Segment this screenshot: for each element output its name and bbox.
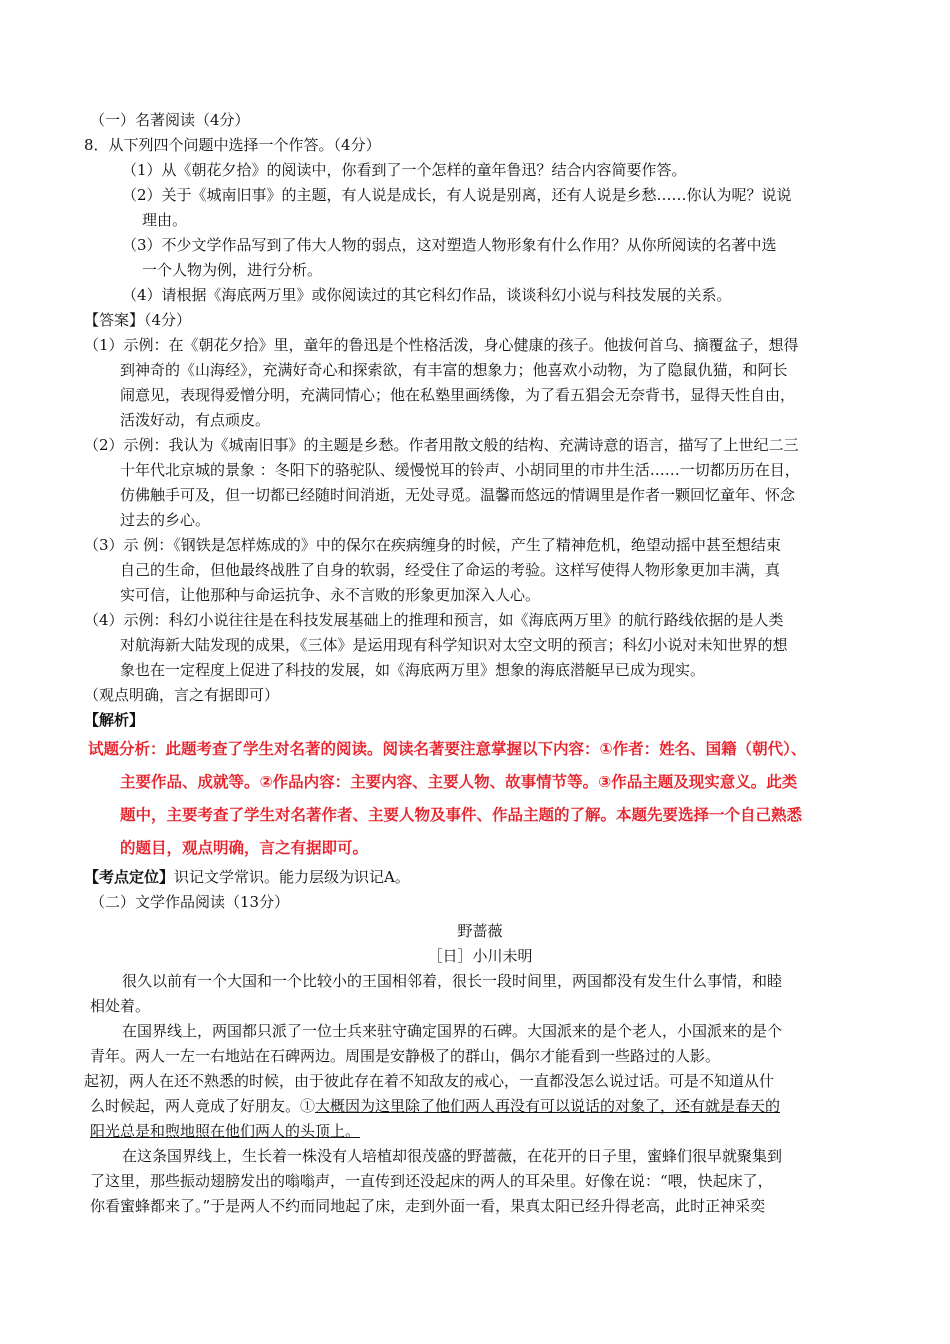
story-author: ［日］小川未明 xyxy=(427,947,533,965)
story-p4-line1: 在这条国界线上，生长着一株没有人培植却很茂盛的野蔷薇，在花开的日子里，蜜蜂们很早就聚集到 xyxy=(122,1147,783,1165)
option-1: （1）从《朝花夕拾》的阅读中，你看到了一个怎样的童年鲁迅？结合内容简要作答。 xyxy=(122,161,687,179)
answer-1-line3: 闹意见，表现得爱憎分明，充满同情心；他在私塾里画绣像，为了看五猖会无奈背书，显得天性自由， xyxy=(120,386,796,404)
underlined-sentence-cont: 阳光总是和煦地照在他们两人的头顶上。 xyxy=(90,1122,361,1140)
answer-2: （2）示例：我认为《城南旧事》的主题是乡愁。作者用散文般的结构、充满诗意的语言，描写了上世纪二三 xyxy=(84,436,799,454)
analysis-line-2: 主要作品、成就等。②作品内容：主要内容、主要人物、故事情节等。③作品主题及现实意义。此类 xyxy=(120,773,798,791)
option-4: （4）请根据《海底两万里》或你阅读过的其它科幻作品，谈谈科幻小说与科技发展的关系。 xyxy=(122,286,732,304)
story-title: 野蔷薇 xyxy=(457,922,503,940)
analysis-label: 【解析】 xyxy=(84,711,145,729)
story-p4-line2: 了这里，那些振动翅膀发出的嗡嗡声，一直传到还没起床的两人的耳朵里。好像在说：“喂，快起床了， xyxy=(90,1172,773,1190)
answer-3-line2: 自己的生命，但他最终战胜了自身的软弱，经受住了命运的考验。这样写使得人物形象更加丰满，真 xyxy=(120,561,781,579)
option-2: （2）关于《城南旧事》的主题，有人说是成长，有人说是别离，还有人说是乡愁……你认为呢？说说 xyxy=(122,186,792,204)
answer-2-line4: 过去的乡心。 xyxy=(120,511,211,529)
answer-1-line4: 活泼好动，有点顽皮。 xyxy=(120,411,271,429)
story-p1-line1: 很久以前有一个大国和一个比较小的王国相邻着，很长一段时间里，两国都没有发生什么事情，和睦 xyxy=(122,972,783,990)
story-p3-line3 xyxy=(90,1119,870,1144)
kaodian-text: 识记文学常识。能力层级为识记A。 xyxy=(174,868,410,886)
kaodian xyxy=(84,865,870,890)
answer-4-line2: 对航海新大陆发现的成果，《三体》是运用现有科学知识对太空文明的预言；科幻小说对未知世界的想 xyxy=(120,636,788,654)
underlined-sentence: 大概因为这里除了他们两人再没有可以说话的对象了，还有就是春天的 xyxy=(315,1097,781,1115)
story-p1-line2: 相处着。 xyxy=(90,997,151,1015)
answer-note: （观点明确，言之有据即可） xyxy=(84,686,280,704)
answer-4: （4）示例：科幻小说往往是在科技发展基础上的推理和预言，如《海底两万里》的航行路线依据的是人类 xyxy=(84,611,784,629)
answer-3: （3）示 例：《钢铁是怎样炼成的》中的保尔在疾病缠身的时候，产生了精神危机，绝望动摇中甚至想结束 xyxy=(84,536,781,554)
story-p3-line2 xyxy=(90,1094,870,1119)
analysis-line-3: 题中，主要考查了学生对名著作者、主要人物及事件、作品主题的了解。本题先要选择一个自己熟悉 xyxy=(120,806,803,824)
story-p2-line2: 青年。两人一左一右地站在石碑两边。周围是安静极了的群山，偶尔才能看到一些路过的人影。 xyxy=(90,1047,721,1065)
option-2-cont: 理由。 xyxy=(142,211,188,229)
analysis-line-4: 的题目，观点明确，言之有据即可。 xyxy=(120,839,369,857)
option-3: （3）不少文学作品写到了伟大人物的弱点，这对塑造人物形象有什么作用？从你所阅读的名著中选 xyxy=(122,236,777,254)
answer-3-line3: 实可信，让他那种与命运抗争、永不言败的形象更加深入人心。 xyxy=(120,586,541,604)
analysis-line-1: 试题分析：此题考查了学生对名著的阅读。阅读名著要注意掌握以下内容：①作者：姓名、国籍（朝代）、 xyxy=(88,740,807,758)
answer-1-line2: 到神奇的《山海经》，充满好奇心和探索欲，有丰富的想象力；他喜欢小动物，为了隐鼠仇猫，和阿长 xyxy=(120,361,788,379)
question-8: 8．从下列四个问题中选择一个作答。（4分） xyxy=(84,136,381,154)
section2-title: （二）文学作品阅读（13分） xyxy=(90,893,290,911)
story-p3-plain: 么时候起，两人竟成了好朋友。① xyxy=(90,1097,316,1115)
section1-title: （一）名著阅读（4分） xyxy=(90,111,250,129)
story-p3-line1: 起初，两人在还不熟悉的时候，由于彼此存在着不知敌友的戒心，一直都没怎么说过话。可是不知道从什 xyxy=(84,1072,775,1090)
answer-2-line3: 仿佛触手可及，但一切都已经随时间消逝，无处寻觅。温馨而悠远的情调里是作者一颗回忆童年、怀念 xyxy=(120,486,796,504)
answer-1: （1）示例：在《朝花夕拾》里，童年的鲁迅是个性格活泼，身心健康的孩子。他拔何首乌、摘覆盆子，想得 xyxy=(84,336,799,354)
answer-4-line3: 象也在一定程度上促进了科技的发展，如《海底两万里》想象的海底潜艇早已成为现实。 xyxy=(120,661,706,679)
answer-2-line2: 十年代北京城的景象 ：冬阳下的骆驼队、缓慢悦耳的铃声、小胡同里的市井生活……一切都历历在目， xyxy=(120,461,800,479)
kaodian-label: 【考点定位】 xyxy=(84,868,175,886)
answer-label: 【答案】（4分） xyxy=(84,311,192,329)
document-page xyxy=(84,108,870,1219)
option-3-cont: 一个人物为例，进行分析。 xyxy=(142,261,323,279)
story-p4-line3: 你看蜜蜂都来了。”于是两人不约而同地起了床，走到外面一看，果真太阳已经升得老高，此时正神采奕 xyxy=(90,1197,766,1215)
story-p2-line1: 在国界线上，两国都只派了一位士兵来驻守确定国界的石碑。大国派来的是个老人，小国派来的是个 xyxy=(122,1022,783,1040)
